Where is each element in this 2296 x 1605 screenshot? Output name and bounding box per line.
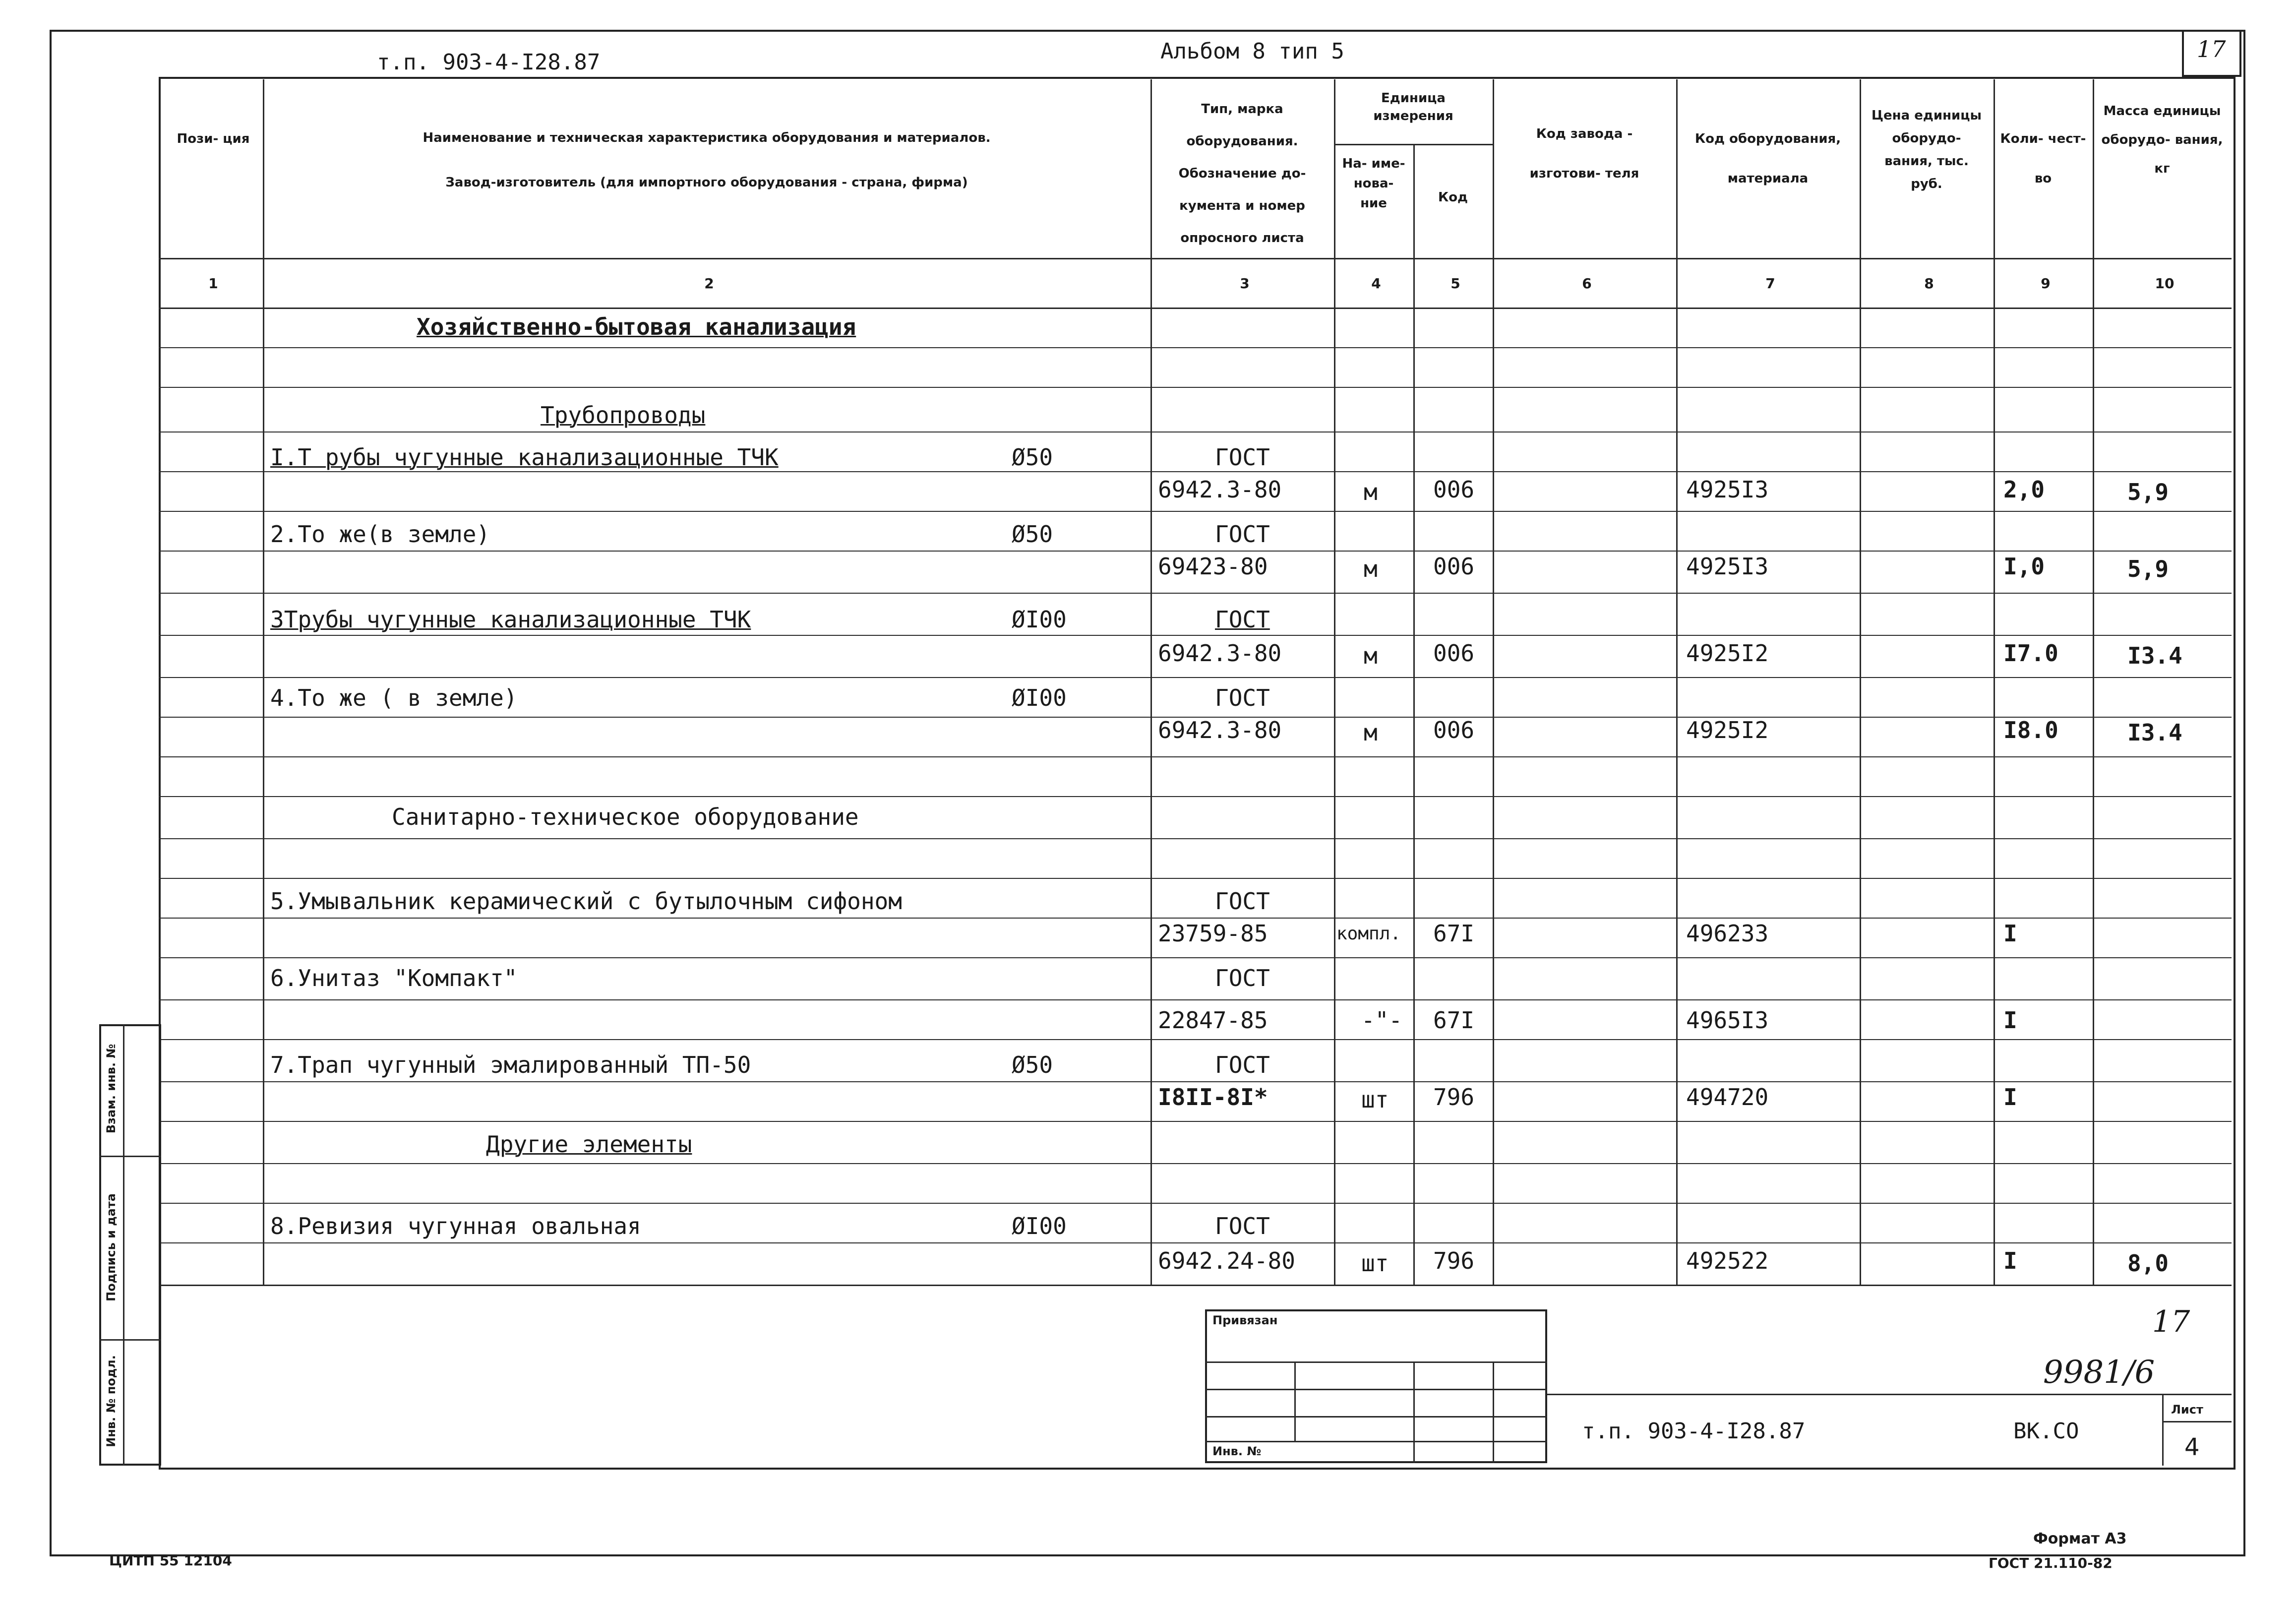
row4-unit: м — [1364, 719, 1378, 746]
col-line-3 — [1334, 79, 1335, 1285]
row1-doc: 6942.3-80 — [1158, 476, 1282, 503]
title-block-divider — [2162, 1394, 2164, 1466]
row2-doc: 69423-80 — [1158, 553, 1268, 580]
col-line-4 — [1413, 144, 1415, 1285]
row1-material-code: 4925I3 — [1686, 476, 1769, 503]
col-line-7 — [1860, 79, 1861, 1285]
col-header-9: Коли- чест- во — [2000, 131, 2086, 186]
col-num-2: 2 — [704, 275, 714, 292]
row8-gost: ГОСТ — [1215, 1213, 1270, 1239]
footer-citp: ЦИТП 55 12104 — [109, 1552, 232, 1569]
row-line — [159, 471, 2232, 472]
col-header-2-line1: Наименование и техническая характеристика оборудования и материалов. — [423, 130, 991, 145]
col-header-5: Код — [1438, 190, 1468, 205]
row5-unit: компл. — [1336, 924, 1401, 944]
col-line-2 — [1150, 79, 1152, 1285]
row-line — [159, 918, 2232, 919]
row2-qty: I,0 — [2003, 553, 2045, 580]
privyazan-vline — [1294, 1361, 1296, 1441]
row8-name: 8.Ревизия чугунная овальная — [270, 1213, 641, 1239]
row-line — [159, 511, 2232, 512]
row4-mass: I3.4 — [2127, 719, 2182, 746]
row4-material-code: 4925I2 — [1686, 717, 1769, 743]
row3-mass: I3.4 — [2127, 642, 2182, 669]
row2-gost: ГОСТ — [1215, 521, 1270, 548]
row2-diameter: Ø50 — [1012, 521, 1053, 548]
col-header-8: Цена единицы оборудо- вания, тыс. руб. — [1871, 108, 1982, 191]
row2-code: 006 — [1433, 553, 1475, 580]
section-other-elements: Другие элементы — [486, 1131, 692, 1158]
row-line — [159, 1121, 2232, 1122]
row2-mass: 5,9 — [2127, 556, 2169, 582]
col-line-5 — [1493, 79, 1494, 1285]
title-block-top — [1547, 1394, 2232, 1395]
col-line-8 — [1994, 79, 1995, 1285]
privyazan-line — [1205, 1389, 1547, 1390]
row4-name: 4.То же ( в земле) — [270, 684, 518, 711]
col-num-8: 8 — [1924, 275, 1934, 292]
row6-name: 6.Унитаз "Компакт" — [270, 965, 518, 991]
row4-qty: I8.0 — [2003, 717, 2058, 743]
section-sanitary-equipment: Санитарно-техническое оборудование — [392, 803, 859, 830]
row5-code: 67I — [1433, 920, 1475, 947]
row4-doc: 6942.3-80 — [1158, 717, 1282, 743]
privyazan-line — [1205, 1361, 1547, 1363]
row7-doc: I8II-8I* — [1158, 1084, 1268, 1111]
sheet-label: Лист — [2171, 1403, 2203, 1417]
row1-diameter: Ø50 — [1012, 444, 1053, 471]
privyazan-line — [1205, 1416, 1547, 1418]
side-stamp-line — [99, 1156, 161, 1157]
row7-material-code: 494720 — [1686, 1084, 1769, 1111]
header-bottom-line — [159, 258, 2232, 259]
inv-no-label: Инв. № — [1212, 1444, 1262, 1458]
row4-code: 006 — [1433, 717, 1475, 743]
row7-gost: ГОСТ — [1215, 1051, 1270, 1078]
col-num-9: 9 — [2041, 275, 2051, 292]
row-line — [159, 551, 2232, 552]
col-header-4: На- име- нова- ние — [1342, 156, 1405, 211]
corner-sheet-number: 17 — [2197, 36, 2226, 62]
row3-diameter: ØI00 — [1012, 606, 1067, 633]
row6-qty: I — [2003, 1007, 2017, 1034]
row-line — [159, 635, 2232, 636]
row4-gost: ГОСТ — [1215, 684, 1270, 711]
privyazan-label: Привязан — [1212, 1313, 1278, 1327]
row-line — [159, 1081, 2232, 1082]
footer-gost: ГОСТ 21.110-82 — [1989, 1555, 2113, 1571]
col-header-6: Код завода - изготови- теля — [1529, 126, 1639, 181]
table-bottom-line — [159, 1285, 2232, 1286]
col-header-3-l2: оборудования. — [1186, 134, 1298, 149]
row8-code: 796 — [1433, 1247, 1475, 1274]
row2-material-code: 4925I3 — [1686, 553, 1769, 580]
row2-name: 2.То же(в земле) — [270, 521, 490, 548]
row-line — [159, 593, 2232, 594]
row5-material-code: 496233 — [1686, 920, 1769, 947]
row3-gost: ГОСТ — [1215, 606, 1270, 633]
row-line — [159, 387, 2232, 388]
row5-qty: I — [2003, 920, 2017, 947]
numbers-bottom-line — [159, 308, 2232, 309]
row1-name: I.Т рубы чугунные канализационные ТЧК — [270, 444, 779, 471]
col-line-6 — [1676, 79, 1678, 1285]
col-num-7: 7 — [1765, 275, 1775, 292]
row7-name: 7.Трап чугунный эмалированный ТП-50 — [270, 1051, 751, 1078]
privyazan-line — [1205, 1441, 1547, 1442]
row3-name: 3Трубы чугунные канализационные ТЧК — [270, 606, 751, 633]
row1-mass: 5,9 — [2127, 479, 2169, 505]
row8-diameter: ØI00 — [1012, 1213, 1067, 1239]
row1-unit: м — [1364, 479, 1378, 505]
row-line — [159, 756, 2232, 757]
row-line — [159, 957, 2232, 958]
row7-code: 796 — [1433, 1084, 1475, 1111]
row7-diameter: Ø50 — [1012, 1051, 1053, 1078]
row8-doc: 6942.24-80 — [1158, 1247, 1295, 1274]
sheet-number: 4 — [2184, 1433, 2200, 1461]
row3-material-code: 4925I2 — [1686, 640, 1769, 667]
col-num-3: 3 — [1240, 275, 1250, 292]
unit-group-header: Единица измерения — [1373, 91, 1453, 123]
col-line-9 — [2093, 79, 2094, 1285]
handwritten-number-1: 17 — [2152, 1304, 2190, 1339]
col-header-3-l5: опросного листа — [1180, 231, 1304, 246]
sheet-label-line — [2162, 1421, 2232, 1422]
row6-unit: -"- — [1361, 1007, 1403, 1034]
handwritten-number-2: 9981/6 — [2043, 1354, 2155, 1391]
footer-format: Формат А3 — [2033, 1530, 2127, 1547]
row1-code: 006 — [1433, 476, 1475, 503]
privyazan-vline — [1413, 1361, 1415, 1463]
row-line — [159, 1242, 2232, 1243]
row4-diameter: ØI00 — [1012, 684, 1067, 711]
row-line — [159, 999, 2232, 1000]
col-num-10: 10 — [2155, 275, 2175, 292]
row8-mass: 8,0 — [2127, 1250, 2169, 1277]
title-doc-code: т.п. 903-4-I28.87 — [1582, 1419, 1806, 1444]
row1-qty: 2,0 — [2003, 476, 2045, 503]
col-header-2-line2: Завод-изготовитель (для импортного оборудования - страна, фирма) — [445, 175, 968, 190]
side-inv-podl-label: Инв. № подл. — [104, 1355, 118, 1447]
subsection-pipelines: Трубопроводы — [541, 402, 706, 429]
row3-unit: м — [1364, 642, 1378, 669]
row6-doc: 22847-85 — [1158, 1007, 1268, 1034]
row6-material-code: 4965I3 — [1686, 1007, 1769, 1034]
row-line — [159, 347, 2232, 348]
side-podpis-label: Подпись и дата — [104, 1193, 118, 1301]
col-num-1: 1 — [208, 275, 218, 292]
row5-doc: 23759-85 — [1158, 920, 1268, 947]
row8-unit: шт — [1361, 1250, 1389, 1277]
row5-gost: ГОСТ — [1215, 888, 1270, 915]
col-line-1 — [263, 79, 264, 1285]
row3-doc: 6942.3-80 — [1158, 640, 1282, 667]
row-line — [159, 1163, 2232, 1164]
row-line — [159, 1039, 2232, 1040]
side-vzam-label: Взам. инв. № — [104, 1044, 118, 1134]
col-num-5: 5 — [1450, 275, 1460, 292]
title-mark: ВК.СО — [2013, 1419, 2079, 1444]
col-header-3-l1: Тип, марка — [1201, 102, 1283, 117]
col-num-6: 6 — [1582, 275, 1592, 292]
col-header-10: Масса единицы оборудо- вания, кг — [2101, 104, 2223, 176]
row-line — [159, 1203, 2232, 1204]
row8-material-code: 492522 — [1686, 1247, 1769, 1274]
row7-qty: I — [2003, 1084, 2017, 1111]
col-header-3-l3: Обозначение до- — [1178, 166, 1306, 181]
row-line — [159, 677, 2232, 678]
album-title: Альбом 8 тип 5 — [1160, 39, 1344, 64]
row7-unit: шт — [1361, 1086, 1389, 1113]
row6-code: 67I — [1433, 1007, 1475, 1034]
row1-gost: ГОСТ — [1215, 444, 1270, 471]
privyazan-vline — [1493, 1361, 1494, 1463]
row6-gost: ГОСТ — [1215, 965, 1270, 991]
row3-code: 006 — [1433, 640, 1475, 667]
row5-name: 5.Умывальник керамический с бутылочным сифоном — [270, 888, 902, 915]
doc-code-top: т.п. 903-4-I28.87 — [377, 50, 601, 75]
row2-unit: м — [1364, 556, 1378, 582]
col-num-4: 4 — [1371, 275, 1381, 292]
row8-qty: I — [2003, 1247, 2017, 1274]
col-header-1: Пози- ция — [177, 131, 250, 146]
col-header-7: Код оборудования, материала — [1694, 131, 1841, 186]
side-stamp-divider — [123, 1024, 124, 1466]
section-household-sewer: Хозяйственно-бытовая канализация — [417, 313, 856, 340]
privyazan-box — [1205, 1309, 1547, 1463]
row3-qty: I7.0 — [2003, 640, 2058, 667]
row-line — [159, 878, 2232, 879]
row-line — [159, 838, 2232, 839]
col-header-3-l4: кумента и номер — [1179, 198, 1305, 213]
row-line — [159, 796, 2232, 797]
